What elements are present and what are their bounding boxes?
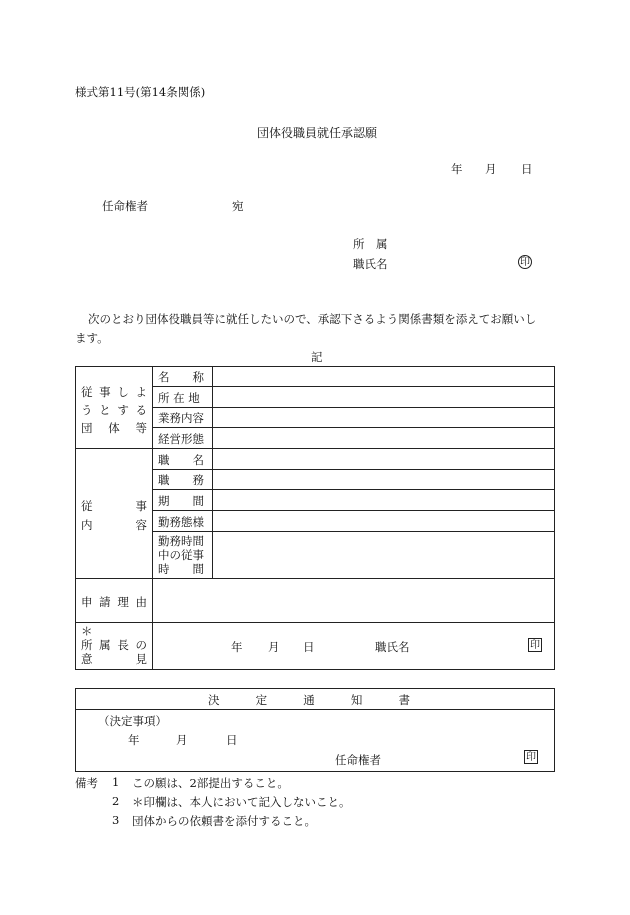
request-text-line2: ます。 xyxy=(75,331,109,345)
org-address-field[interactable] xyxy=(213,387,554,407)
duty-title-field[interactable] xyxy=(213,449,554,469)
duty-form-label: 勤務態様 xyxy=(158,515,204,529)
duty-time-field[interactable] xyxy=(213,532,554,578)
duty-time-label: 勤務時間 中の従事 時 間 xyxy=(158,534,204,576)
org-group-label: 従 事 し よ う と す る 団 体 等 xyxy=(81,385,147,435)
notice-day: 日 xyxy=(226,733,238,747)
org-address-label: 所 在 地 xyxy=(158,391,200,405)
page-title: 団体役職員就任承認願 xyxy=(257,126,378,140)
duty-form-field[interactable] xyxy=(213,511,554,531)
applicant-seal-icon: 印 xyxy=(520,257,530,268)
decision-label: （決定事項） xyxy=(98,714,167,728)
duty-period-field[interactable] xyxy=(213,490,554,510)
note-text: 団体からの依頼書を添付すること。 xyxy=(132,814,316,828)
org-business-field[interactable] xyxy=(213,408,554,427)
ki-label: 記 xyxy=(311,350,323,364)
notice-title: 決 定 通 知 書 xyxy=(208,693,410,707)
duty-role-field[interactable] xyxy=(213,470,554,489)
notice-line xyxy=(75,709,555,710)
request-text-line1: 次のとおり団体役職員等に就任したいので、承認下さるよう関係書類を添えてお願いし xyxy=(88,312,537,326)
note-text: この願は、2部提出すること。 xyxy=(132,776,289,790)
appointer-label: 任命権者 xyxy=(102,199,148,213)
table-line xyxy=(152,366,153,670)
reason-field[interactable] xyxy=(153,579,554,622)
notes-label: 備考 xyxy=(75,776,98,790)
note-number: 3 xyxy=(112,813,120,827)
duty-period-label: 期 間 xyxy=(158,494,204,508)
opinion-seal-icon: 印 xyxy=(530,640,540,651)
notice-seal-icon: 印 xyxy=(526,752,536,763)
applicant-name-label: 職氏名 xyxy=(353,257,388,271)
table-line xyxy=(75,622,555,623)
notice-month: 月 xyxy=(176,733,188,747)
notice-year: 年 xyxy=(128,733,140,747)
org-name-label: 名 称 xyxy=(158,370,204,384)
form-number: 様式第11号(第14条関係) xyxy=(75,85,206,99)
date-day: 日 xyxy=(521,162,533,176)
note-number: 1 xyxy=(112,775,120,789)
opinion-name-label: 職氏名 xyxy=(375,640,410,654)
opinion-day: 日 xyxy=(303,640,315,654)
note-text: ＊印欄は、本人において記入しないこと。 xyxy=(132,795,351,809)
opinion-label: ＊ 所 属 長 の 意 見 xyxy=(81,624,147,666)
affiliation-label: 所 属 xyxy=(353,237,388,251)
notice-appointer-label: 任命権者 xyxy=(335,753,381,767)
date-month: 月 xyxy=(485,162,497,176)
org-management-field[interactable] xyxy=(213,428,554,448)
duty-title-label: 職 名 xyxy=(158,453,204,467)
addressee-suffix: 宛 xyxy=(232,199,244,213)
org-name-field[interactable] xyxy=(213,367,554,386)
opinion-year: 年 xyxy=(231,640,243,654)
note-number: 2 xyxy=(112,794,120,808)
date-year: 年 xyxy=(451,162,463,176)
duty-group-label: 従 事 内 容 xyxy=(81,499,147,532)
opinion-month: 月 xyxy=(268,640,280,654)
duty-role-label: 職 務 xyxy=(158,473,204,487)
org-business-label: 業務内容 xyxy=(158,411,204,425)
org-management-label: 経営形態 xyxy=(158,432,204,446)
reason-label: 申 請 理 由 xyxy=(81,595,147,609)
